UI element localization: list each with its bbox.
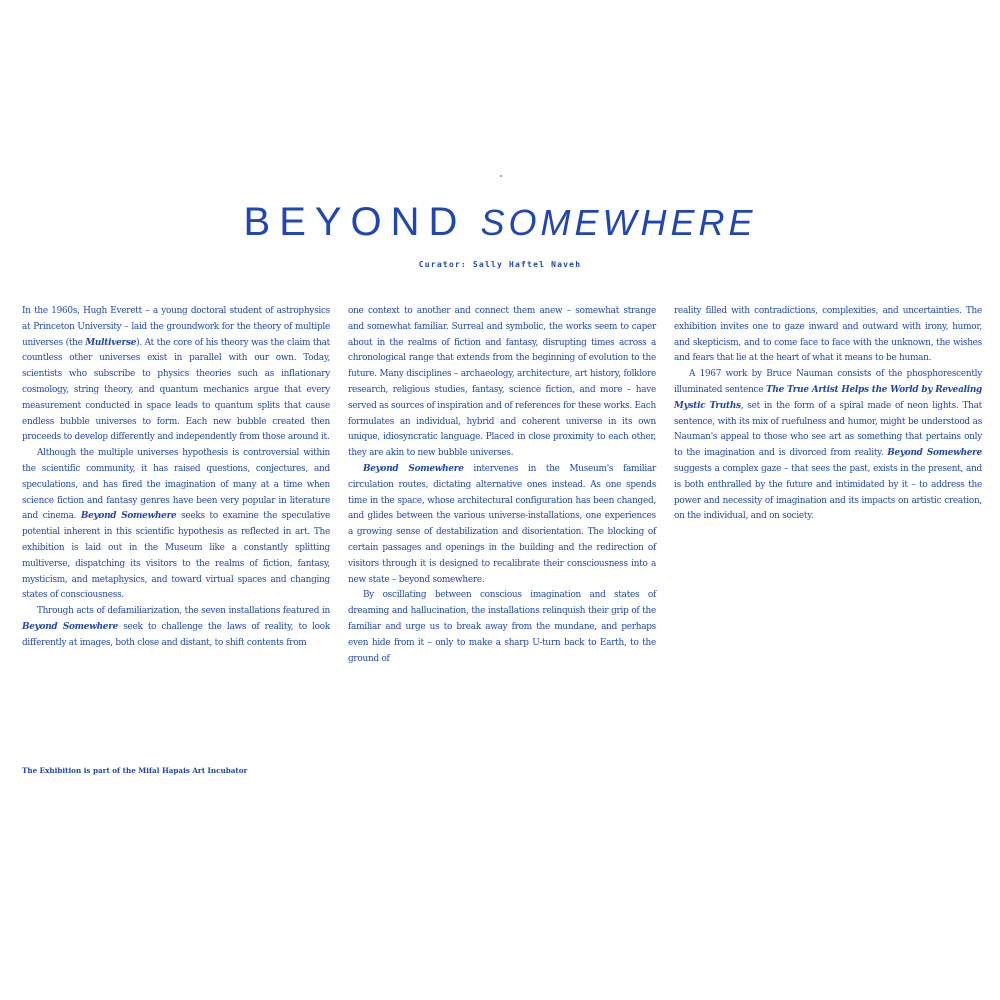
exhibition-title: [0, 197, 1000, 248]
emphasis-exhibition-title: Beyond Somewhere: [363, 463, 464, 474]
paragraph: [22, 304, 330, 446]
paragraph: [674, 304, 982, 367]
footer-note: The Exhibition is part of the Mifal Hapais Art Incubator: [22, 766, 248, 775]
curator-credit: Curator: Sally Haftel Naveh: [418, 260, 582, 269]
paragraph: [348, 462, 656, 588]
emphasis-exhibition-title: Beyond Somewhere: [80, 511, 177, 522]
text-run: seek to challenge the laws of reality, to look differently at images, both close and distant, to shift contents from: [22, 621, 330, 648]
text-run: one context to another and connect them anew – somewhat strange and somewhat familiar. Surreal and symbolic, the works seem to caper about in the realms of fiction and fantasy, disrupting times across a chronological range that extends from the beginning of evolution to the future. Many disciplines – archaeology, architecture, art history, folklore research, religious studies, fantasy, science fiction, and more – have served as sources of inspiration and of references for these works. Each formulates an individual, hybrid and coherent universe in its own unique, idiosyncratic language. Placed in close proximity to each other, they are akin to new bubble universes.: [348, 306, 656, 459]
paragraph: [348, 304, 656, 462]
text-run: seeks to examine the speculative potential inherent in this scientific hypothesis as reflected in art. The exhibition is laid out in the Museum like a constantly splitting multiverse, dispatching its visitors to the realms of fiction, fantasy, mysticism, and metaphysics, and toward virtual spaces and changing states of consciousness.: [22, 511, 330, 601]
text-run: A 1967 work by Bruce Nauman consists of the phosphorescently illuminated sentence: [674, 369, 982, 395]
text-run: intervenes in the Museum's familiar circulation routes, dictating alternative ones instead. As one spends time in the space, whose architectural configuration has been changed, and glides between the various universe-installations, one experiences a growing sense of destabilization and disorientation. The blocking of certain passages and openings in the building and the redirection of visitors through it is designed to recalibrate their consciousness into a new state – beyond somewhere.: [348, 463, 656, 585]
title-part-somewhere: SOMEWHERE: [480, 202, 757, 243]
emphasis-multiverse: Multiverse: [85, 337, 137, 348]
text-column-3: [674, 304, 982, 525]
text-run: reality filled with contradictions, complexities, and uncertainties. The exhibition invites one to gaze inward and outward with irony, humor, and skepticism, and to come face to face with the unknown, the wishes and fears that lie at the heart of what it means to be human.: [674, 306, 982, 364]
text-run: suggests a complex gaze – that sees the past, exists in the present, and is both enthralled by the future and intimidated by it – to address the power and necessity of imagination and its impacts on artistic creation, on the individual, and on society.: [674, 463, 982, 522]
emphasis-artwork-title: The True Artist Helps the World by Revealing Mystic Truths: [674, 384, 982, 411]
text-run: Through acts of defamiliarization, the seven installations featured in: [37, 606, 330, 617]
title-part-beyond: BEYOND: [243, 200, 467, 244]
paragraph: [22, 604, 330, 651]
stray-dot: [500, 175, 502, 177]
paragraph: [674, 367, 982, 525]
text-run: , set in the form of a spiral made of neon lights. That sentence, with its mix of ruefulness and humor, might be understood as Nauman's appeal to those who see art as something that pertains only to the imagination and is divorced from reality.: [674, 400, 983, 459]
text-column-1: [22, 304, 330, 652]
text-run: By oscillating between conscious imagination and states of dreaming and hallucination, the installations relinquish their grip of the familiar and urge us to break away from the mundane, and perhaps even hide from it – only to make a sharp U-turn back to Earth, to the ground of: [348, 590, 656, 664]
paragraph: [348, 588, 656, 667]
paragraph: [22, 446, 330, 604]
text-run: In the 1960s, Hugh Everett – a young doctoral student of astrophysics at Princeton University – laid the groundwork for the theory of multiple universes (the: [22, 306, 330, 348]
emphasis-exhibition-title: Beyond Somewhere: [22, 621, 119, 632]
emphasis-exhibition-title: Beyond Somewhere: [887, 448, 982, 459]
text-run: ). At the core of his theory was the claim that countless other universes exist in parallel with our own. Today, scientists who subscribe to physics theories such as inflationary cosmology, string theory, and quantum mechanics argue that every measurement conducted in space leads to quantum splits that cause endless bubble universes to form. Each new bubble created then proceeds to develop differently and independently from those around it.: [22, 337, 330, 443]
text-column-2: [348, 304, 656, 667]
text-run: Although the multiple universes hypothesis is controversial within the scientific community, it has raised questions, conjectures, and speculations, and has fired the imagination of many at a time when science fiction and fantasy genres have been very popular in literature and cinema.: [22, 448, 330, 522]
